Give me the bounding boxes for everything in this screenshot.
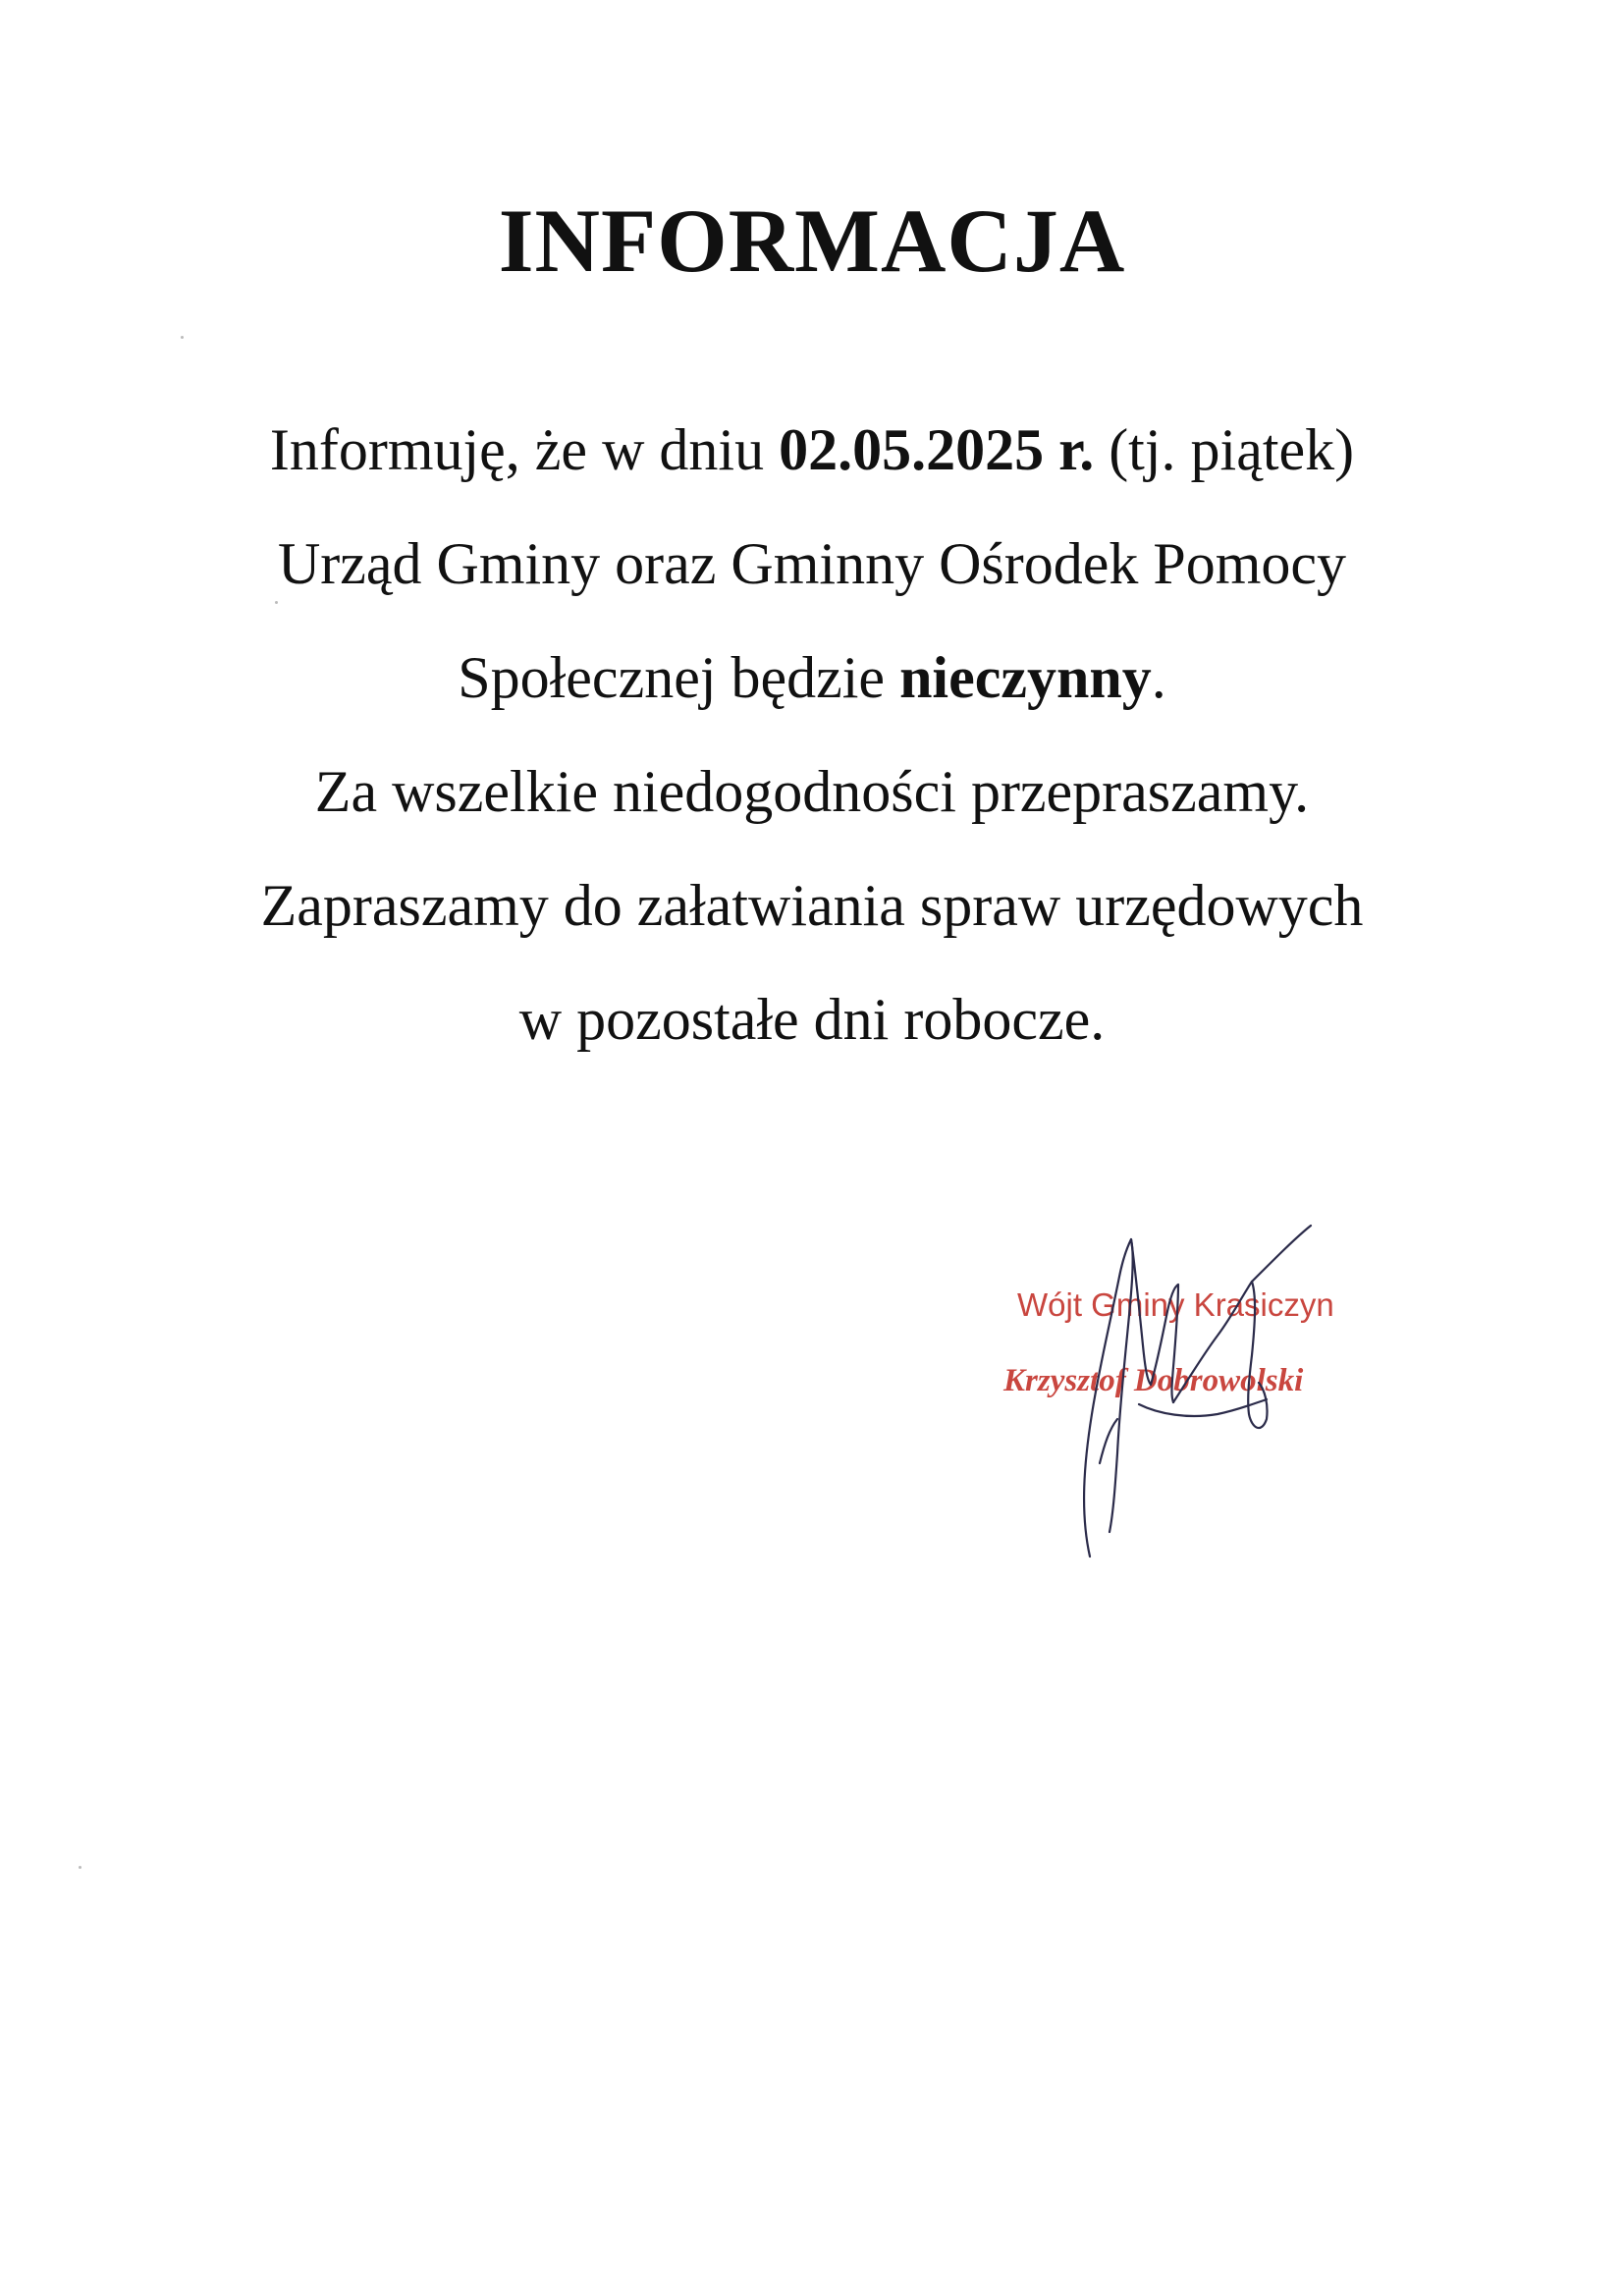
notice-line-1 [0, 393, 1624, 507]
scan-speck [181, 336, 184, 339]
notice-line-3-start: Społecznej będzie [458, 645, 900, 710]
closed-status: nieczynny [899, 645, 1152, 710]
scan-speck [79, 1866, 81, 1869]
stamp-office: Wójt Gminy Krasiczyn [1017, 1286, 1334, 1323]
document-title: INFORMACJA [498, 191, 1126, 291]
notice-line-3-end: . [1151, 645, 1166, 710]
notice-line-1-start: Informuję, że w dniu [269, 417, 780, 482]
notice-line-6: w pozostałe dni robocze. [518, 987, 1106, 1052]
scan-speck [275, 601, 278, 604]
stamp-name: Krzysztof Dobrowolski [1003, 1363, 1304, 1398]
notice-line-4: Za wszelkie niedogodności przepraszamy. [314, 759, 1310, 824]
notice-line-2: Urząd Gminy oraz Gminny Ośrodek Pomocy [277, 531, 1347, 596]
notice-line-3 [0, 621, 1624, 735]
closure-date: 02.05.2025 r. [779, 417, 1095, 482]
notice-line-5: Zapraszamy do załatwiania spraw urzędowych [260, 873, 1364, 938]
notice-line-1-end: (tj. piątek) [1094, 417, 1355, 482]
handwritten-signature-icon [1041, 1218, 1335, 1571]
notice-body [0, 393, 1624, 1076]
